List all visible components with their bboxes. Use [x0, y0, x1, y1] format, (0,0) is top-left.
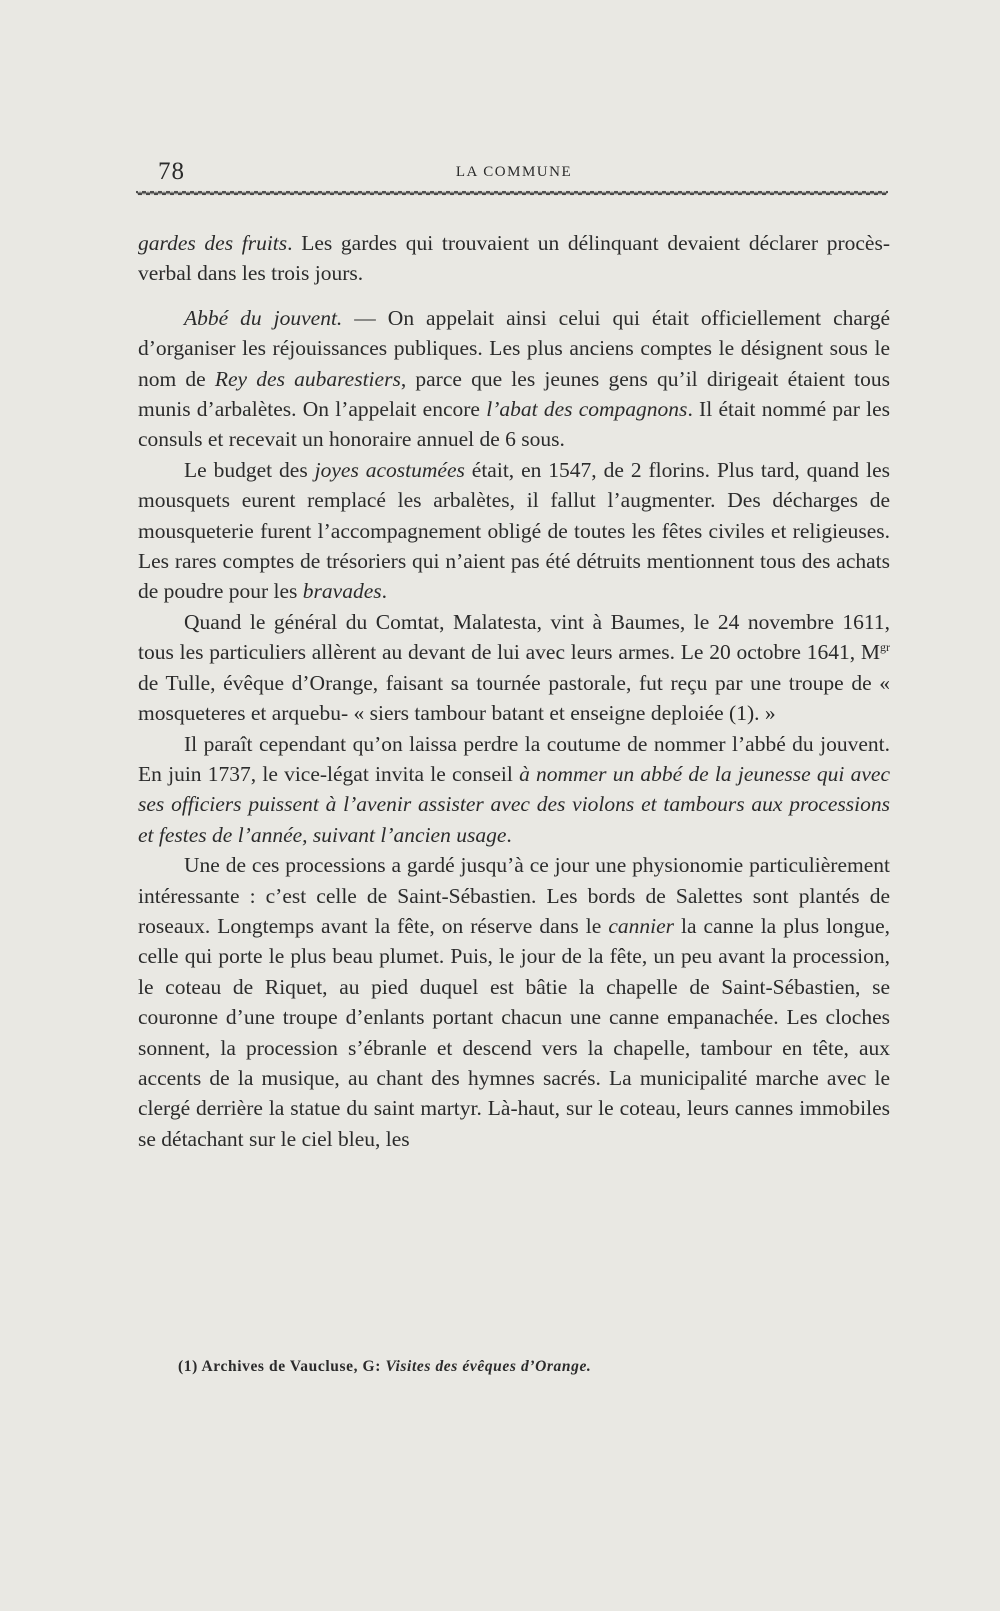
- page-number: 78: [158, 158, 185, 185]
- footnote: [178, 1358, 888, 1376]
- footnote-marker: (1): [178, 1358, 198, 1375]
- paragraph: [138, 455, 890, 607]
- italic-run: à nommer un abbé de la jeunesse qui avec ses officiers puissent à l’avenir assister avec des violons et tambours aux processions et festes de l’année, suivant l’ancien usage: [138, 761, 890, 847]
- text-run: Une de ces processions a gardé jusqu’à ce jour une physionomie particulièrement intéressante : c’est celle de Saint-Sébastien. Les bords de Salettes sont plantés de roseaux. Longtemps avant la fête, on réserve dans le: [138, 853, 890, 938]
- text-run: était, en 1547, de 2 florins. Plus tard, quand les mousquets eurent remplacé les arbalètes, il fallut l’augmenter. Des décharges de mousqueterie furent l’accompagnement obligé de toutes les fêtes civiles et religieuses. Les rares comptes de trésoriers qui n’aient pas été détruits mentionnent tous des achats de poudre pour les: [138, 457, 890, 604]
- text-run: . Il était nommé par les consuls et recevait un honoraire annuel de 6 sous.: [138, 397, 891, 452]
- text-run: — On appelait ainsi celui qui était officiellement chargé d’organiser les réjouissances publiques. Les plus anciens comptes le désignent sous le nom de: [138, 305, 890, 391]
- italic-run: l’abat des compagnons: [486, 397, 688, 422]
- italic-run: bravades: [302, 579, 382, 604]
- footnote-text: Archives de Vaucluse, G:: [197, 1358, 386, 1375]
- decorative-wavy-rule: [136, 189, 888, 197]
- running-head: [138, 158, 890, 192]
- text-run: , parce que les jeunes gens qu’il dirigeait étaient tous munis d’arbalètes. On l’appelait encore: [138, 366, 890, 422]
- superscript: gr: [880, 640, 890, 655]
- paragraph: [138, 607, 890, 729]
- body-text: [138, 228, 890, 1154]
- italic-run: cannier: [608, 913, 674, 938]
- text-run: .: [381, 579, 387, 604]
- text-run: la canne la plus longue, celle qui porte le plus beau plumet. Puis, le jour de la fête, un peu avant la procession, le coteau de Riquet, au pied duquel est bâtie la chapelle de Saint-Sébastien, se couronne d’une troupe d’enlants portant chacun une canne empanachée. Les cloches sonnent, la procession s’ébranle et descend vers la chapelle, tambour en tête, aux accents de la musique, au chant des hymnes sacrés. La municipalité marche avec le clergé derrière la statue du saint martyr. Là-haut, sur le coteau, leurs cannes immobiles se détachant sur le ciel bleu, les: [138, 913, 890, 1151]
- italic-run: Rey des aubarestiers: [214, 366, 401, 391]
- italic-run: gardes des fruits: [138, 231, 288, 255]
- running-title: LA COMMUNE: [455, 164, 573, 180]
- italic-run: joyes acostumées: [314, 457, 465, 482]
- text-run: Le budget des: [184, 457, 315, 482]
- paragraph: [138, 729, 890, 851]
- text-run: . Les gardes qui trouvaient un délinquant devaient déclarer procès-verbal dans les trois jours.: [138, 231, 891, 286]
- text-run: Il paraît cependant qu’on laissa perdre la coutume de nommer l’abbé du jouvent. En juin 1737, le vice-légat invita le conseil: [138, 731, 890, 786]
- text-run: Quand le général du Comtat, Malatesta, vint à Baumes, le 24 novembre 1611, tous les particuliers allèrent au devant de lui avec leurs armes. Le 20 octobre 1641, M: [138, 609, 890, 665]
- text-run: de Tulle, évêque d’Orange, faisant sa tournée pastorale, fut reçu par une troupe de « mosqueteres et arquebu- « siers tambour batant et enseigne deploiée (1). »: [138, 670, 890, 726]
- italic-run: Abbé du jouvent.: [184, 305, 343, 330]
- text-run: .: [506, 822, 512, 847]
- paragraph: [138, 303, 890, 455]
- footnote-title: Visites des évêques d’Orange.: [385, 1358, 592, 1375]
- paragraph: [138, 850, 890, 1154]
- paragraph: [138, 228, 890, 289]
